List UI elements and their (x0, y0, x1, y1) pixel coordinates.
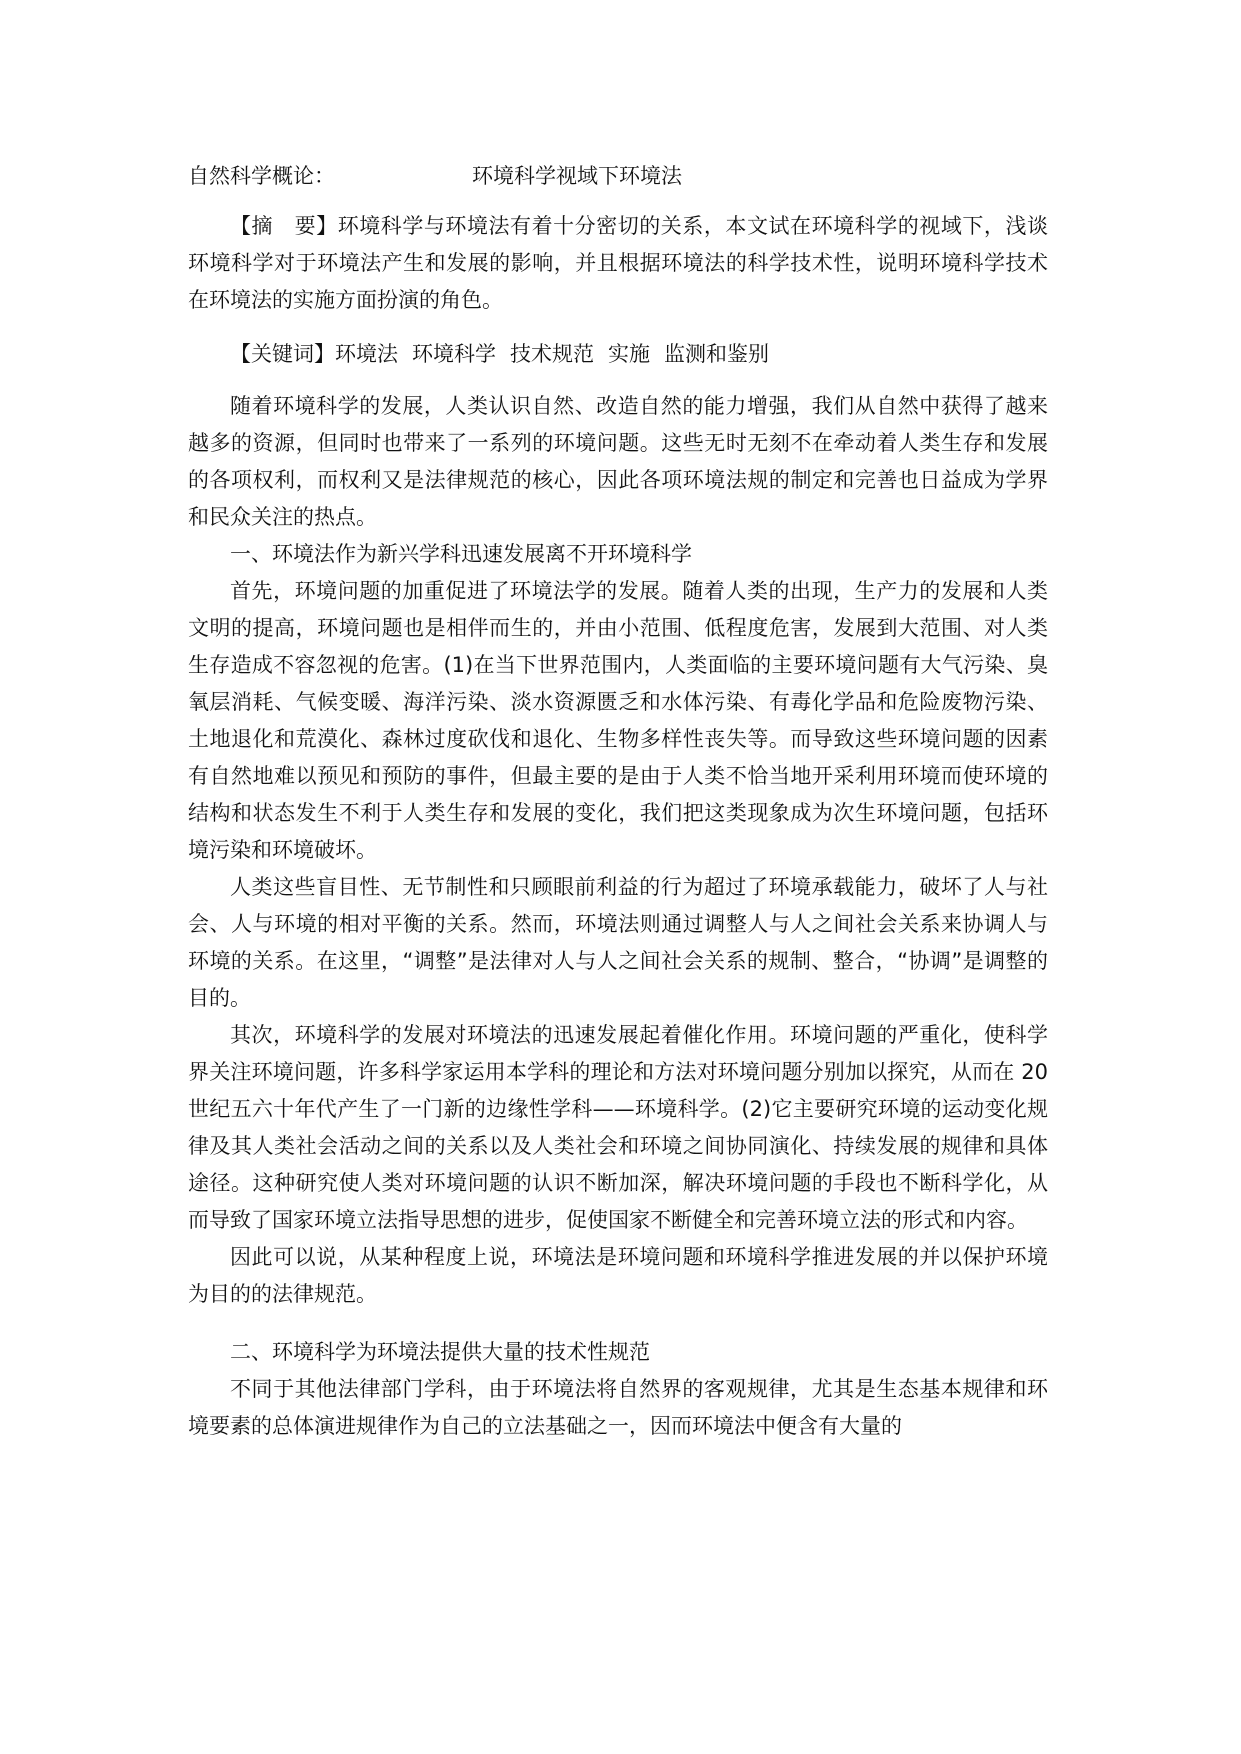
keyword-item: 监测和鉴别 (664, 342, 769, 366)
body-paragraph: 人类这些盲目性、无节制性和只顾眼前利益的行为超过了环境承载能力，破坏了人与社会、人与环境的相对平衡的关系。然而，环境法则通过调整人与人之间社会关系来协调人与环境的关系。在这里，“调整”是法律对人与人之间社会关系的规制、整合，“协调”是调整的目的。 (188, 875, 1048, 1010)
document-page (188, 158, 1048, 1445)
keywords-line (188, 336, 1048, 373)
abstract-label: 【摘 要】 (230, 214, 338, 238)
abstract-text: 环境科学与环境法有着十分密切的关系，本文试在环境科学的视域下，浅谈环境科学对于环境法产生和发展的影响，并且根据环境法的科学技术性，说明环境科学技术在环境法的实施方面扮演的角色。 (188, 214, 1048, 312)
keyword-item: 技术规范 (510, 342, 594, 366)
body-paragraph: 不同于其他法律部门学科，由于环境法将自然界的客观规律，尤其是生态基本规律和环境要素的总体演进规律作为自己的立法基础之一，因而环境法中便含有大量的 (188, 1377, 1048, 1438)
body-paragraph: 因此可以说，从某种程度上说，环境法是环境问题和环境科学推进发展的并以保护环境为目的的法律规范。 (188, 1245, 1048, 1306)
body-paragraph: 首先，环境问题的加重促进了环境法学的发展。随着人类的出现，生产力的发展和人类文明的提高，环境问题也是相伴而生的，并由小范围、低程度危害，发展到大范围、对人类生存造成不容忽视的危害。(1)在当下世界范围内，人类面临的主要环境问题有大气污染、臭氧层消耗、气候变暖、海洋污染、淡水资源匮乏和水体污染、有毒化学品和危险废物污染、土地退化和荒漠化、森林过度砍伐和退化、生物多样性丧失等。而导致这些环境问题的因素有自然地难以预见和预防的事件，但最主要的是由于人类不恰当地开采利用环境而使环境的结构和状态发生不利于人类生存和发展的变化，我们把这类现象成为次生环境问题，包括环境污染和环境破坏。 (188, 579, 1048, 862)
section-heading: 二、环境科学为环境法提供大量的技术性规范 (230, 1340, 650, 1364)
keyword-item: 实施 (608, 342, 650, 366)
section-heading: 一、环境法作为新兴学科迅速发展离不开环境科学 (230, 542, 692, 566)
document-title: 环境科学视域下环境法 (472, 164, 682, 188)
keyword-item: 环境科学 (412, 342, 496, 366)
keyword-item: 环境法 (335, 342, 398, 366)
keywords-label: 【关键词】 (230, 342, 335, 366)
abstract-paragraph (188, 208, 1048, 319)
document-header (188, 158, 1048, 195)
course-name: 自然科学概论： (188, 164, 335, 188)
body-paragraph: 其次，环境科学的发展对环境法的迅速发展起着催化作用。环境问题的严重化，使科学界关注环境问题，许多科学家运用本学科的理论和方法对环境问题分别加以探究，从而在 20 世纪五六十年代产生了一门新的边缘性学科——环境科学。(2)它主要研究环境的运动变化规律及其人类社会活动之间的关系以及人类社会和环境之间协同演化、持续发展的规律和具体途径。这种研究使人类对环境问题的认识不断加深，解决环境问题的手段也不断科学化，从而导致了国家环境立法指导思想的进步，促使国家不断健全和完善环境立法的形式和内容。 (188, 1023, 1048, 1232)
body-paragraph: 随着环境科学的发展，人类认识自然、改造自然的能力增强，我们从自然中获得了越来越多的资源，但同时也带来了一系列的环境问题。这些无时无刻不在牵动着人类生存和发展的各项权利，而权利又是法律规范的核心，因此各项环境法规的制定和完善也日益成为学界和民众关注的热点。 (188, 394, 1048, 529)
